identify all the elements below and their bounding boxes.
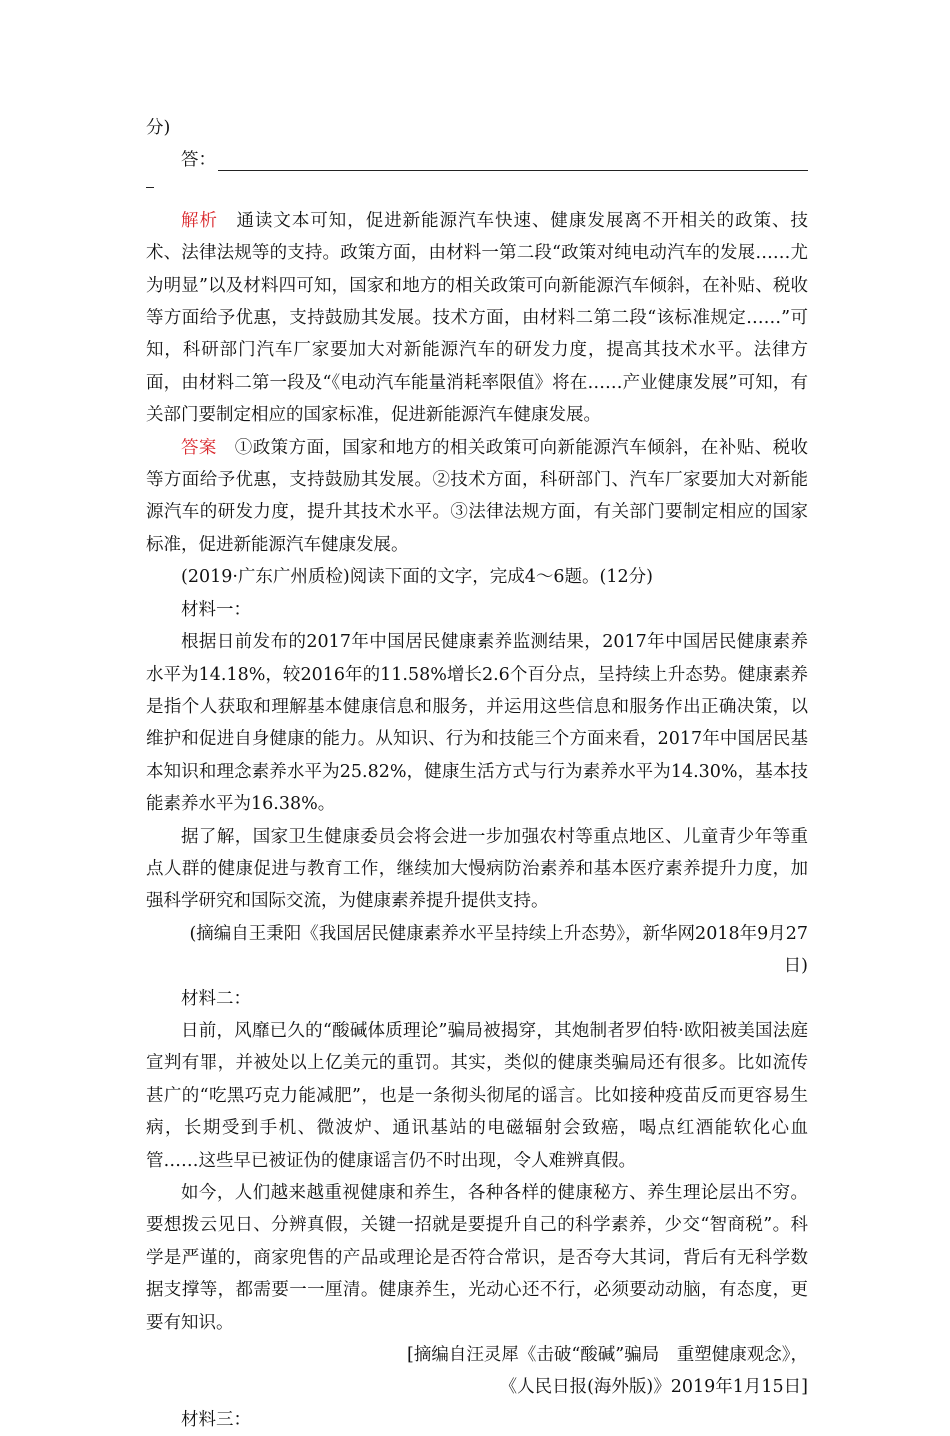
- answer-blank-stub: [146, 177, 808, 205]
- document-page: [146, 112, 808, 1436]
- material1-source: (摘编自王秉阳《我国居民健康素养水平呈持续上升态势》，新华网2018年9月27日): [189, 923, 808, 977]
- answer-blank-rule: [218, 148, 808, 171]
- answer-key-text: ①政策方面，国家和地方的相关政策可向新能源汽车倾斜，在补贴、税收等方面给予优惠，支持鼓励其发展。②技术方面，科研部门、汽车厂家要加大对新能源汽车的研发力度，提升其技术水平。③法律法规方面，有关部门要制定相应的国家标准，促进新能源汽车健康发展。: [146, 437, 809, 555]
- material2-source-line-1: [摘编自汪灵犀《击破“酸碱”骗局 重塑健康观念》，: [407, 1345, 808, 1366]
- question-intro: (2019·广东广州质检)阅读下面的文字，完成4～6题。(12分): [181, 567, 653, 588]
- material2-heading: 材料二：: [181, 988, 251, 1009]
- analysis-label: 解析: [181, 210, 218, 231]
- material3-heading: 材料三：: [181, 1409, 251, 1430]
- material1-paragraph-1: 根据日前发布的2017年中国居民健康素养监测结果，2017年中国居民健康素养水平为14.18%，较2016年的11.58%增长2.6个百分点，呈持续上升态势。健康素养是指个人获取和理解基本健康信息和服务，并运用这些信息和服务作出正确决策，以维护和促进自身健康的能力。从知识、行为和技能三个方面来看，2017年中国居民基本知识和理念素养水平为25.82%，健康生活方式与行为素养水平为14.30%，基本技能素养水平为16.38%。: [146, 632, 808, 815]
- material2-source-line-2: 《人民日报(海外版)》2019年1月15日]: [499, 1377, 808, 1398]
- answer-label: 答：: [181, 150, 216, 171]
- top-fragment: 分): [146, 118, 171, 138]
- answer-paragraph: [146, 432, 808, 562]
- answer-line: [146, 144, 808, 176]
- material2-paragraph-1: 日前，风靡已久的“酸碱体质理论”骗局被揭穿，其炮制者罗伯特·欧阳被美国法庭宣判有罪，并被处以上亿美元的重罚。其实，类似的健康类骗局还有很多。比如流传甚广的“吃黑巧克力能减肥”，也是一条彻头彻尾的谣言。比如接种疫苗反而更容易生病，长期受到手机、微波炉、通讯基站的电磁辐射会致癌，喝点红酒能软化心血管……这些早已被证伪的健康谣言仍不时出现，令人难辨真假。: [146, 1020, 808, 1171]
- answer-key-label: 答案: [181, 437, 217, 458]
- material1-heading: 材料一：: [181, 599, 251, 620]
- material1-paragraph-2: 据了解，国家卫生健康委员会将会进一步加强农村等重点地区、儿童青少年等重点人群的健康促进与教育工作，继续加大慢病防治素养和基本医疗素养提升力度，加强科学研究和国际交流，为健康素养提升提供支持。: [146, 826, 808, 912]
- material2-paragraph-2: 如今，人们越来越重视健康和养生，各种各样的健康秘方、养生理论层出不穷。要想拨云见日、分辨真假，关键一招就是要提升自己的科学素养，少交“智商税”。科学是严谨的，商家兜售的产品或理论是否符合常识，是否夸大其词，背后有无科学数据支撑等，都需要一一厘清。健康养生，光动心还不行，必须要动动脑，有态度，更要有知识。: [146, 1183, 808, 1333]
- analysis-text: 通读文本可知，促进新能源汽车快速、健康发展离不开相关的政策、技术、法律法规等的支持。政策方面，由材料一第二段“政策对纯电动汽车的发展……尤为明显”以及材料四可知，国家和地方的相关政策可向新能源汽车倾斜，在补贴、税收等方面给予优惠，支持鼓励其发展。技术方面，由材料二第二段“该标准规定……”可知，科研部门汽车厂家要加大对新能源汽车的研发力度，提高其技术水平。法律方面，由材料二第一段及“《电动汽车能量消耗率限值》将在……产业健康发展”可知，有关部门要制定相应的国家标准，促进新能源汽车健康发展。: [146, 210, 809, 426]
- analysis-paragraph: [146, 205, 808, 432]
